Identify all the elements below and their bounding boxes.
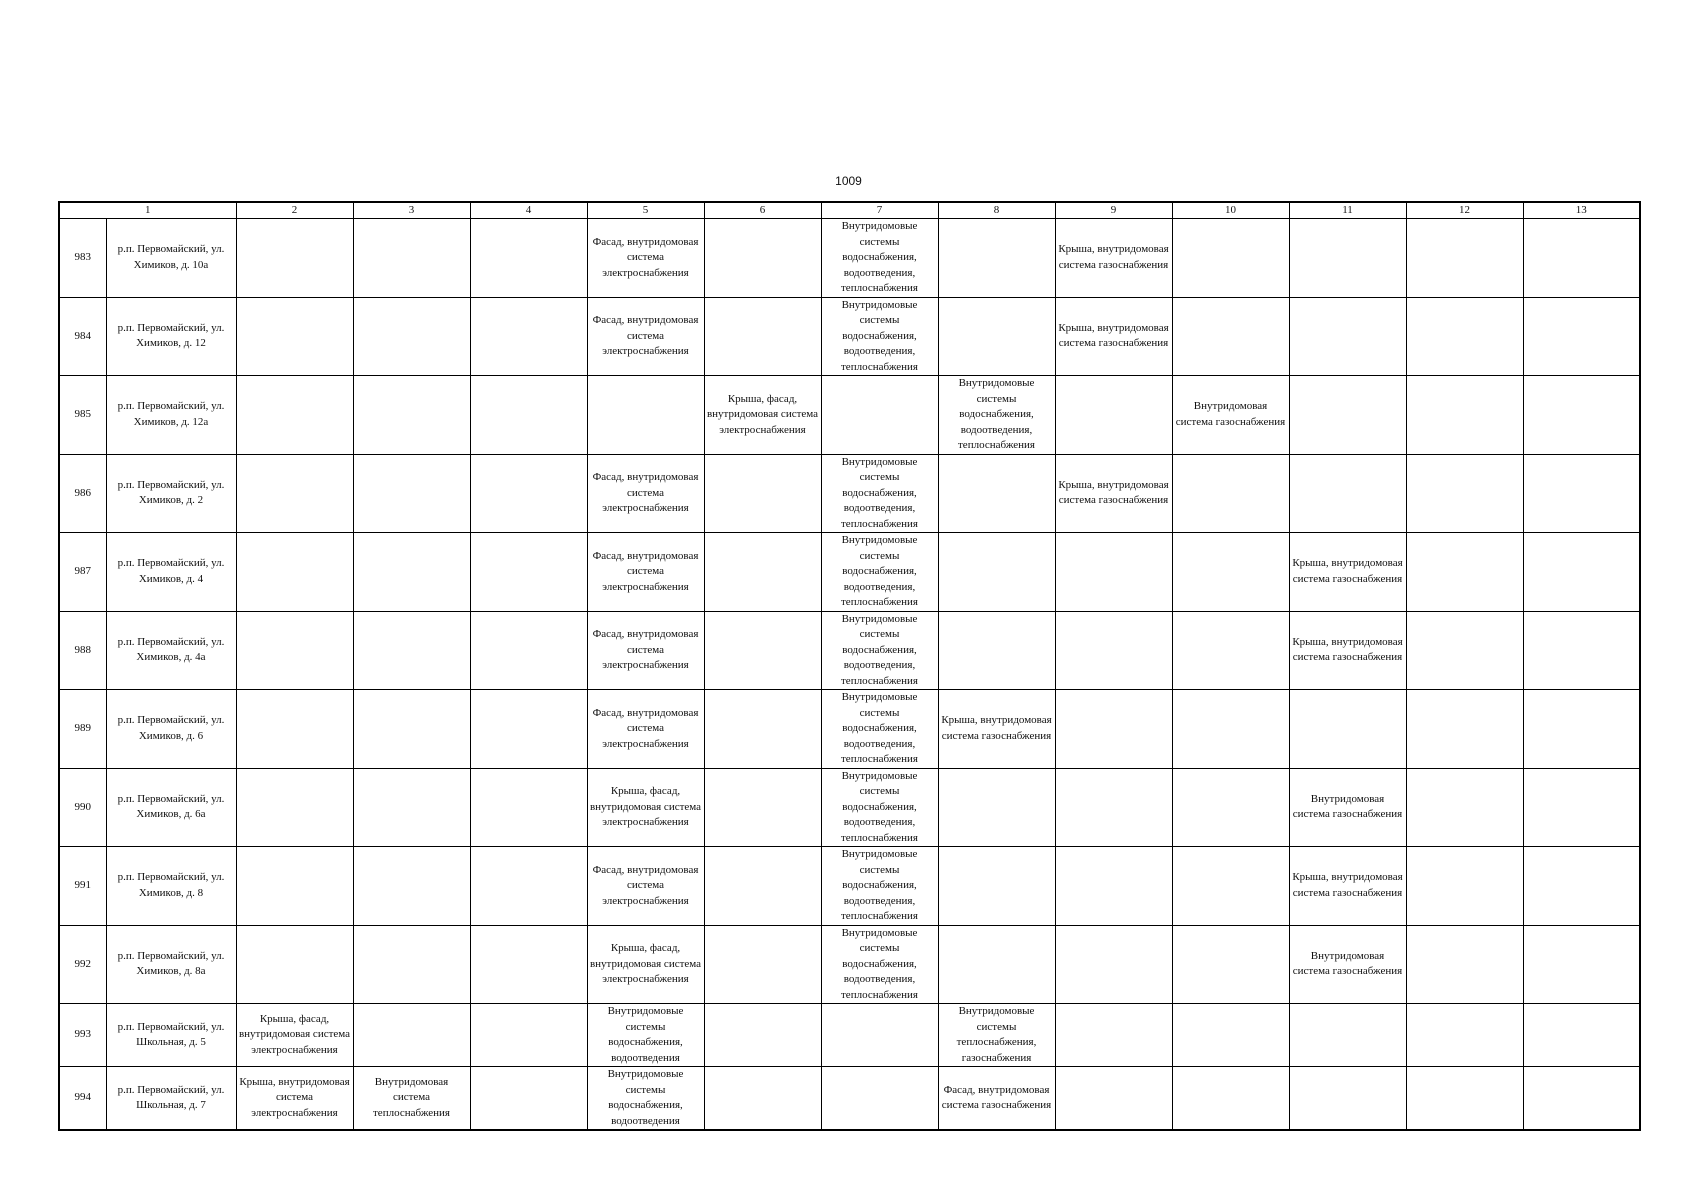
work-cell-col-5: Внутридомовые системы водоснабжения, водоотведения bbox=[587, 1067, 704, 1131]
work-cell-col-10 bbox=[1172, 1004, 1289, 1067]
work-cell-col-11 bbox=[1289, 219, 1406, 298]
work-cell-col-11: Крыша, внутридомовая система газоснабжения bbox=[1289, 847, 1406, 926]
work-cell-col-8 bbox=[938, 454, 1055, 533]
page-number: 1009 bbox=[835, 174, 862, 188]
work-cell-col-4 bbox=[470, 847, 587, 926]
table-row bbox=[59, 1004, 1640, 1067]
header-cell: 2 bbox=[236, 202, 353, 219]
work-cell-col-7: Внутридомовые системы водоснабжения, водоотведения, теплоснабжения bbox=[821, 454, 938, 533]
work-cell-col-10 bbox=[1172, 611, 1289, 690]
work-cell-col-2 bbox=[236, 611, 353, 690]
work-cell-col-12 bbox=[1406, 611, 1523, 690]
work-cell-col-12 bbox=[1406, 768, 1523, 847]
work-cell-col-12 bbox=[1406, 690, 1523, 769]
table-row bbox=[59, 219, 1640, 298]
work-cell-col-6 bbox=[704, 454, 821, 533]
header-cell: 1 bbox=[59, 202, 236, 219]
work-cell-col-9 bbox=[1055, 376, 1172, 455]
row-number: 992 bbox=[59, 925, 106, 1004]
work-cell-col-7 bbox=[821, 376, 938, 455]
work-cell-col-3 bbox=[353, 454, 470, 533]
row-number: 989 bbox=[59, 690, 106, 769]
work-cell-col-6 bbox=[704, 768, 821, 847]
table-row bbox=[59, 690, 1640, 769]
work-cell-col-4 bbox=[470, 925, 587, 1004]
table-row bbox=[59, 533, 1640, 612]
row-number: 987 bbox=[59, 533, 106, 612]
work-cell-col-5: Фасад, внутридомовая система электроснабжения bbox=[587, 690, 704, 769]
work-cell-col-3 bbox=[353, 611, 470, 690]
work-cell-col-9 bbox=[1055, 1067, 1172, 1131]
address-cell: р.п. Первомайский, ул. Химиков, д. 2 bbox=[106, 454, 236, 533]
work-cell-col-8 bbox=[938, 611, 1055, 690]
work-cell-col-8 bbox=[938, 925, 1055, 1004]
work-cell-col-12 bbox=[1406, 847, 1523, 926]
work-cell-col-6 bbox=[704, 611, 821, 690]
work-cell-col-6 bbox=[704, 297, 821, 376]
work-cell-col-11: Крыша, внутридомовая система газоснабжения bbox=[1289, 611, 1406, 690]
work-cell-col-2 bbox=[236, 454, 353, 533]
work-cell-col-11 bbox=[1289, 1067, 1406, 1131]
work-cell-col-9 bbox=[1055, 1004, 1172, 1067]
work-cell-col-10 bbox=[1172, 297, 1289, 376]
work-cell-col-7 bbox=[821, 1004, 938, 1067]
work-cell-col-9: Крыша, внутридомовая система газоснабжения bbox=[1055, 297, 1172, 376]
work-cell-col-8: Фасад, внутридомовая система газоснабжения bbox=[938, 1067, 1055, 1131]
row-number: 994 bbox=[59, 1067, 106, 1131]
header-cell: 5 bbox=[587, 202, 704, 219]
row-number: 993 bbox=[59, 1004, 106, 1067]
work-cell-col-5: Фасад, внутридомовая система электроснабжения bbox=[587, 533, 704, 612]
work-cell-col-11 bbox=[1289, 1004, 1406, 1067]
work-cell-col-2 bbox=[236, 219, 353, 298]
work-cell-col-12 bbox=[1406, 533, 1523, 612]
work-cell-col-5: Крыша, фасад, внутридомовая система электроснабжения bbox=[587, 768, 704, 847]
work-cell-col-10 bbox=[1172, 847, 1289, 926]
address-cell: р.п. Первомайский, ул. Химиков, д. 12а bbox=[106, 376, 236, 455]
column-number-header bbox=[59, 202, 1640, 219]
work-cell-col-4 bbox=[470, 611, 587, 690]
work-cell-col-8: Внутридомовые системы теплоснабжения, газоснабжения bbox=[938, 1004, 1055, 1067]
work-cell-col-4 bbox=[470, 690, 587, 769]
header-cell: 3 bbox=[353, 202, 470, 219]
work-cell-col-3 bbox=[353, 925, 470, 1004]
work-cell-col-13 bbox=[1523, 376, 1640, 455]
work-cell-col-13 bbox=[1523, 1004, 1640, 1067]
work-cell-col-5: Фасад, внутридомовая система электроснабжения bbox=[587, 454, 704, 533]
table-row bbox=[59, 297, 1640, 376]
work-cell-col-11 bbox=[1289, 454, 1406, 533]
work-cell-col-7: Внутридомовые системы водоснабжения, водоотведения, теплоснабжения bbox=[821, 219, 938, 298]
work-cell-col-12 bbox=[1406, 1067, 1523, 1131]
work-cell-col-13 bbox=[1523, 847, 1640, 926]
work-cell-col-6 bbox=[704, 847, 821, 926]
row-number: 985 bbox=[59, 376, 106, 455]
work-cell-col-2: Крыша, фасад, внутридомовая система электроснабжения bbox=[236, 1004, 353, 1067]
row-number: 986 bbox=[59, 454, 106, 533]
work-cell-col-9 bbox=[1055, 690, 1172, 769]
work-cell-col-12 bbox=[1406, 219, 1523, 298]
address-cell: р.п. Первомайский, ул. Химиков, д. 8 bbox=[106, 847, 236, 926]
work-cell-col-4 bbox=[470, 1004, 587, 1067]
work-cell-col-3 bbox=[353, 847, 470, 926]
work-cell-col-8: Крыша, внутридомовая система газоснабжения bbox=[938, 690, 1055, 769]
row-number: 984 bbox=[59, 297, 106, 376]
work-cell-col-3 bbox=[353, 297, 470, 376]
work-cell-col-10 bbox=[1172, 690, 1289, 769]
work-cell-col-12 bbox=[1406, 1004, 1523, 1067]
work-cell-col-10 bbox=[1172, 925, 1289, 1004]
work-cell-col-7: Внутридомовые системы водоснабжения, водоотведения, теплоснабжения bbox=[821, 611, 938, 690]
work-cell-col-10: Внутридомовая система газоснабжения bbox=[1172, 376, 1289, 455]
table-row bbox=[59, 847, 1640, 926]
work-cell-col-13 bbox=[1523, 219, 1640, 298]
table-row bbox=[59, 1067, 1640, 1131]
work-cell-col-11 bbox=[1289, 297, 1406, 376]
row-number: 991 bbox=[59, 847, 106, 926]
work-cell-col-7: Внутридомовые системы водоснабжения, водоотведения, теплоснабжения bbox=[821, 925, 938, 1004]
work-cell-col-12 bbox=[1406, 297, 1523, 376]
work-cell-col-5: Фасад, внутридомовая система электроснабжения bbox=[587, 611, 704, 690]
address-cell: р.п. Первомайский, ул. Химиков, д. 4а bbox=[106, 611, 236, 690]
header-cell: 12 bbox=[1406, 202, 1523, 219]
address-cell: р.п. Первомайский, ул. Химиков, д. 4 bbox=[106, 533, 236, 612]
work-cell-col-7: Внутридомовые системы водоснабжения, водоотведения, теплоснабжения bbox=[821, 847, 938, 926]
header-cell: 7 bbox=[821, 202, 938, 219]
work-cell-col-9 bbox=[1055, 847, 1172, 926]
address-cell: р.п. Первомайский, ул. Химиков, д. 12 bbox=[106, 297, 236, 376]
header-cell: 11 bbox=[1289, 202, 1406, 219]
work-cell-col-9: Крыша, внутридомовая система газоснабжения bbox=[1055, 454, 1172, 533]
work-cell-col-11 bbox=[1289, 690, 1406, 769]
work-cell-col-13 bbox=[1523, 454, 1640, 533]
work-cell-col-4 bbox=[470, 297, 587, 376]
work-cell-col-11: Крыша, внутридомовая система газоснабжения bbox=[1289, 533, 1406, 612]
work-cell-col-11: Внутридомовая система газоснабжения bbox=[1289, 925, 1406, 1004]
work-cell-col-11: Внутридомовая система газоснабжения bbox=[1289, 768, 1406, 847]
work-cell-col-2 bbox=[236, 847, 353, 926]
work-cell-col-13 bbox=[1523, 297, 1640, 376]
work-cell-col-5: Фасад, внутридомовая система электроснабжения bbox=[587, 219, 704, 298]
work-cell-col-10 bbox=[1172, 768, 1289, 847]
work-cell-col-12 bbox=[1406, 925, 1523, 1004]
row-number: 983 bbox=[59, 219, 106, 298]
row-number: 990 bbox=[59, 768, 106, 847]
work-cell-col-4 bbox=[470, 376, 587, 455]
work-cell-col-7: Внутридомовые системы водоснабжения, водоотведения, теплоснабжения bbox=[821, 768, 938, 847]
work-cell-col-9 bbox=[1055, 768, 1172, 847]
work-cell-col-13 bbox=[1523, 533, 1640, 612]
address-cell: р.п. Первомайский, ул. Школьная, д. 7 bbox=[106, 1067, 236, 1131]
work-cell-col-6 bbox=[704, 219, 821, 298]
work-cell-col-4 bbox=[470, 533, 587, 612]
work-cell-col-6 bbox=[704, 1004, 821, 1067]
table-row bbox=[59, 454, 1640, 533]
work-cell-col-5 bbox=[587, 376, 704, 455]
work-cell-col-13 bbox=[1523, 690, 1640, 769]
work-cell-col-9 bbox=[1055, 533, 1172, 612]
work-cell-col-7: Внутридомовые системы водоснабжения, водоотведения, теплоснабжения bbox=[821, 690, 938, 769]
work-cell-col-4 bbox=[470, 768, 587, 847]
work-cell-col-10 bbox=[1172, 533, 1289, 612]
work-cell-col-8 bbox=[938, 533, 1055, 612]
work-cell-col-5: Фасад, внутридомовая система электроснабжения bbox=[587, 297, 704, 376]
work-cell-col-13 bbox=[1523, 611, 1640, 690]
work-cell-col-4 bbox=[470, 454, 587, 533]
work-cell-col-5: Крыша, фасад, внутридомовая система электроснабжения bbox=[587, 925, 704, 1004]
address-cell: р.п. Первомайский, ул. Школьная, д. 5 bbox=[106, 1004, 236, 1067]
header-cell: 6 bbox=[704, 202, 821, 219]
work-cell-col-5: Внутридомовые системы водоснабжения, водоотведения bbox=[587, 1004, 704, 1067]
address-cell: р.п. Первомайский, ул. Химиков, д. 10а bbox=[106, 219, 236, 298]
work-cell-col-3 bbox=[353, 690, 470, 769]
work-cell-col-12 bbox=[1406, 454, 1523, 533]
work-cell-col-3 bbox=[353, 219, 470, 298]
header-cell: 9 bbox=[1055, 202, 1172, 219]
work-cell-col-2 bbox=[236, 690, 353, 769]
table-row bbox=[59, 925, 1640, 1004]
address-cell: р.п. Первомайский, ул. Химиков, д. 6а bbox=[106, 768, 236, 847]
work-cell-col-8 bbox=[938, 768, 1055, 847]
work-cell-col-6 bbox=[704, 533, 821, 612]
work-cell-col-4 bbox=[470, 1067, 587, 1131]
capital-repair-table bbox=[58, 201, 1641, 1131]
work-cell-col-9 bbox=[1055, 611, 1172, 690]
work-cell-col-3 bbox=[353, 1004, 470, 1067]
work-cell-col-6 bbox=[704, 690, 821, 769]
header-cell: 8 bbox=[938, 202, 1055, 219]
work-cell-col-10 bbox=[1172, 454, 1289, 533]
work-cell-col-2 bbox=[236, 297, 353, 376]
work-cell-col-4 bbox=[470, 219, 587, 298]
work-cell-col-9: Крыша, внутридомовая система газоснабжения bbox=[1055, 219, 1172, 298]
work-cell-col-13 bbox=[1523, 768, 1640, 847]
work-cell-col-3: Внутридомовая система теплоснабжения bbox=[353, 1067, 470, 1131]
address-cell: р.п. Первомайский, ул. Химиков, д. 6 bbox=[106, 690, 236, 769]
work-cell-col-2 bbox=[236, 925, 353, 1004]
work-cell-col-9 bbox=[1055, 925, 1172, 1004]
work-cell-col-7 bbox=[821, 1067, 938, 1131]
work-cell-col-6: Крыша, фасад, внутридомовая система электроснабжения bbox=[704, 376, 821, 455]
work-cell-col-3 bbox=[353, 768, 470, 847]
table-row bbox=[59, 768, 1640, 847]
work-cell-col-12 bbox=[1406, 376, 1523, 455]
work-cell-col-2: Крыша, внутридомовая система электроснабжения bbox=[236, 1067, 353, 1131]
work-cell-col-7: Внутридомовые системы водоснабжения, водоотведения, теплоснабжения bbox=[821, 533, 938, 612]
work-cell-col-13 bbox=[1523, 925, 1640, 1004]
work-cell-col-5: Фасад, внутридомовая система электроснабжения bbox=[587, 847, 704, 926]
work-cell-col-6 bbox=[704, 1067, 821, 1131]
row-number: 988 bbox=[59, 611, 106, 690]
table-row bbox=[59, 611, 1640, 690]
header-cell: 10 bbox=[1172, 202, 1289, 219]
work-cell-col-2 bbox=[236, 768, 353, 847]
work-cell-col-6 bbox=[704, 925, 821, 1004]
work-cell-col-3 bbox=[353, 533, 470, 612]
address-cell: р.п. Первомайский, ул. Химиков, д. 8а bbox=[106, 925, 236, 1004]
header-cell: 4 bbox=[470, 202, 587, 219]
work-cell-col-3 bbox=[353, 376, 470, 455]
work-cell-col-8 bbox=[938, 847, 1055, 926]
work-cell-col-7: Внутридомовые системы водоснабжения, водоотведения, теплоснабжения bbox=[821, 297, 938, 376]
work-cell-col-8 bbox=[938, 219, 1055, 298]
work-cell-col-8: Внутридомовые системы водоснабжения, водоотведения, теплоснабжения bbox=[938, 376, 1055, 455]
work-cell-col-10 bbox=[1172, 1067, 1289, 1131]
work-cell-col-2 bbox=[236, 533, 353, 612]
work-cell-col-13 bbox=[1523, 1067, 1640, 1131]
header-cell: 13 bbox=[1523, 202, 1640, 219]
work-cell-col-11 bbox=[1289, 376, 1406, 455]
work-cell-col-8 bbox=[938, 297, 1055, 376]
work-cell-col-10 bbox=[1172, 219, 1289, 298]
table-row bbox=[59, 376, 1640, 455]
work-cell-col-2 bbox=[236, 376, 353, 455]
